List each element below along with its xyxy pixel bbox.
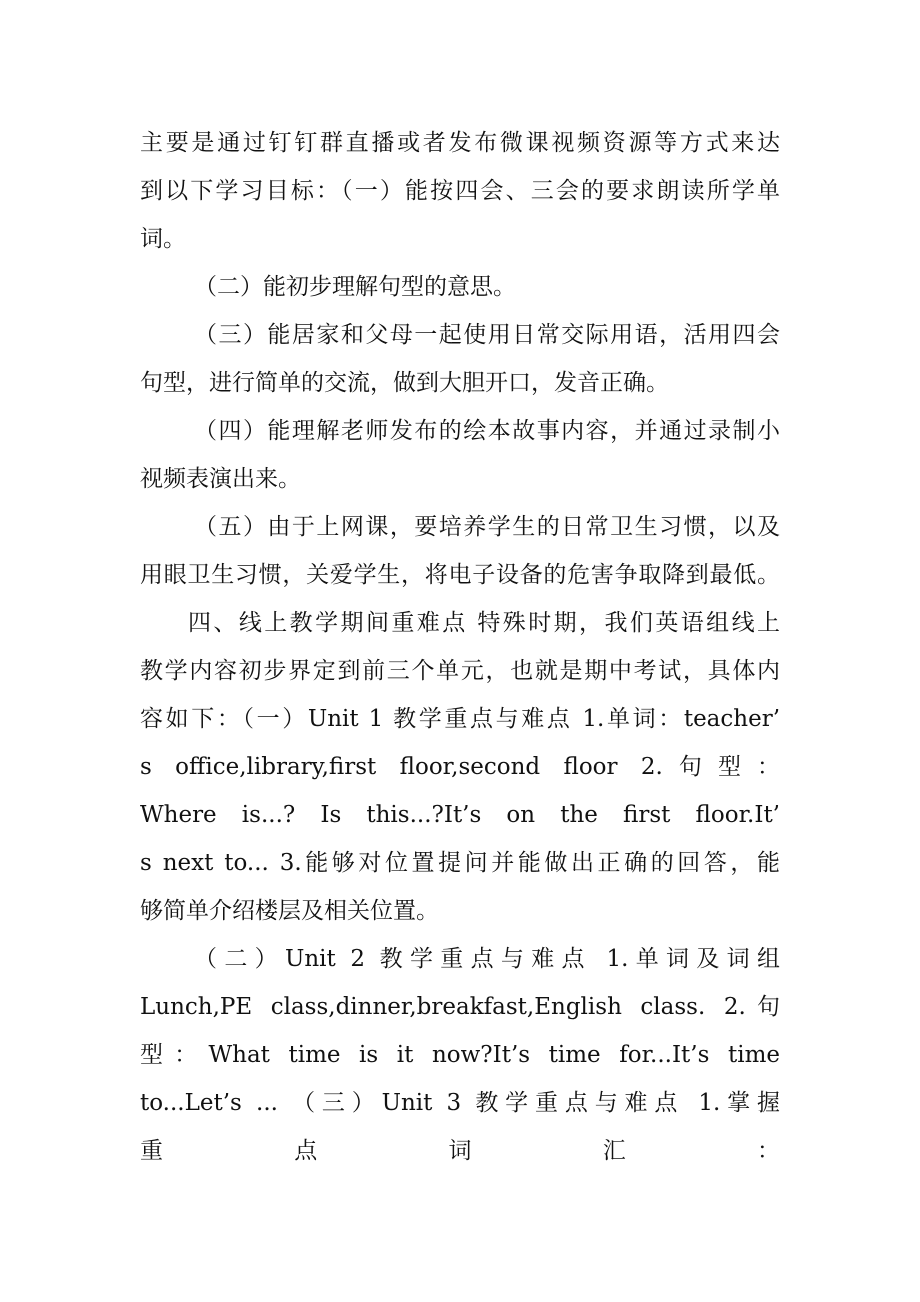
text-line: 容如下：（一）Unit 1 教学重点与难点 1.单词：teacher’: [140, 706, 780, 732]
text-line: to...Let’s ... （三）Unit 3 教学重点与难点 1.掌握: [140, 1090, 780, 1116]
text-line: 词。: [140, 226, 186, 252]
text-line: 视频表演出来。: [140, 466, 301, 492]
text-line: Where is...? Is this...?It’s on the first floor.It’: [140, 802, 780, 828]
text-line: 型：What time is it now?It’s time for...It’s time: [140, 1042, 780, 1068]
text-line: s next to... 3.能够对位置提问并能做出正确的回答，能: [140, 850, 780, 876]
text-line: （三）能居家和父母一起使用日常交际用语，活用四会: [194, 322, 780, 348]
text-line: （四）能理解老师发布的绘本故事内容，并通过录制小: [194, 418, 780, 444]
text-line: （五）由于上网课，要培养学生的日常卫生习惯，以及: [194, 514, 780, 540]
text-line: 重 点 词 汇 ：: [140, 1138, 780, 1164]
text-line: Lunch,PE class,dinner,breakfast,English class. 2.句: [140, 994, 780, 1020]
text-line: （二）能初步理解句型的意思。: [194, 274, 516, 300]
text-line: （二）Unit 2 教学重点与难点 1.单词及词组: [194, 946, 780, 972]
text-line: 用眼卫生习惯，关爱学生，将电子设备的危害争取降到最低。: [140, 562, 780, 588]
text-line: 主要是通过钉钉群直播或者发布微课视频资源等方式来达: [140, 130, 780, 156]
text-line: 到以下学习目标：（一）能按四会、三会的要求朗读所学单: [140, 178, 780, 204]
text-line: s office,library,first floor,second floor 2.句型：: [140, 754, 780, 780]
text-line: 够简单介绍楼层及相关位置。: [140, 898, 439, 924]
text-line: 四、线上教学期间重难点 特殊时期，我们英语组线上: [188, 610, 780, 636]
text-line: 教学内容初步界定到前三个单元，也就是期中考试，具体内: [140, 658, 780, 684]
text-line: 句型，进行简单的交流，做到大胆开口，发音正确。: [140, 370, 669, 396]
